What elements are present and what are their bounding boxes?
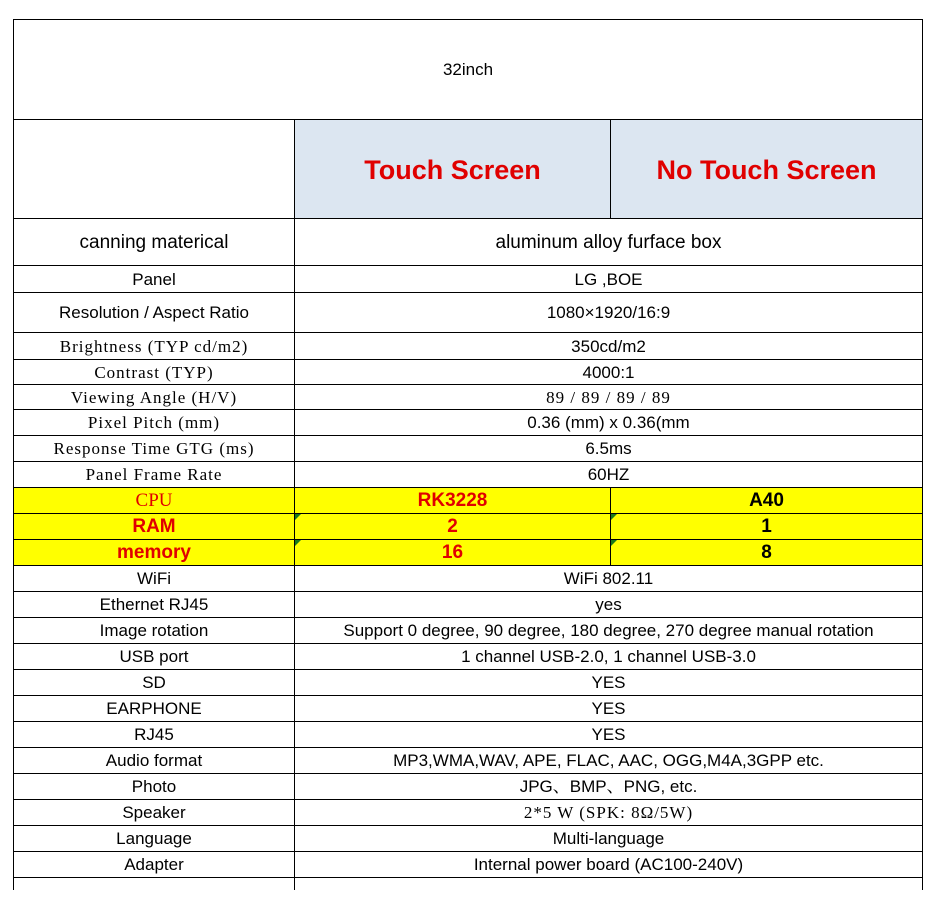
header-empty-cell <box>14 120 295 219</box>
table-row <box>14 852 923 878</box>
table-row <box>14 800 923 826</box>
row-label: Panel Frame Rate <box>14 462 295 488</box>
row-label: Adapter <box>14 852 295 878</box>
row-label: SD <box>14 670 295 696</box>
row-value: 1 channel USB-2.0, 1 channel USB-3.0 <box>295 644 923 670</box>
table-row <box>14 644 923 670</box>
table-row <box>14 385 923 410</box>
row-label: Viewing Angle (H/V) <box>14 385 295 410</box>
row-label: Audio format <box>14 748 295 774</box>
header-touch-screen: Touch Screen <box>295 120 611 219</box>
row-label: Photo <box>14 774 295 800</box>
title-row <box>14 20 923 120</box>
row-label: USB port <box>14 644 295 670</box>
table-row <box>14 266 923 293</box>
row-value: WiFi 802.11 <box>295 566 923 592</box>
touch-value: RK3228 <box>295 488 611 514</box>
table-title: 32inch <box>14 20 923 120</box>
table-row <box>14 462 923 488</box>
table-row <box>14 360 923 385</box>
row-value: yes <box>295 592 923 618</box>
row-label: CPU <box>14 488 295 514</box>
row-value: Internal power board (AC100-240V) <box>295 852 923 878</box>
row-label: Resolution / Aspect Ratio <box>14 293 295 333</box>
table-row <box>14 748 923 774</box>
row-value: 4000:1 <box>295 360 923 385</box>
table-bottom-edge <box>14 878 923 890</box>
table-row <box>14 410 923 436</box>
row-value: Support 0 degree, 90 degree, 180 degree, 270 degree manual rotation <box>295 618 923 644</box>
table-row <box>14 774 923 800</box>
row-value: 0.36 (mm) x 0.36(mm <box>295 410 923 436</box>
table-row <box>14 696 923 722</box>
row-value: 2*5 W (SPK: 8Ω/5W) <box>295 800 923 826</box>
touch-value: 16 <box>295 540 611 566</box>
row-label: Panel <box>14 266 295 293</box>
touch-value: 2 <box>295 514 611 540</box>
row-label: Response Time GTG (ms) <box>14 436 295 462</box>
highlight-row-memory <box>14 540 923 566</box>
row-label: EARPHONE <box>14 696 295 722</box>
header-row <box>14 120 923 219</box>
table-row <box>14 592 923 618</box>
row-label: Ethernet RJ45 <box>14 592 295 618</box>
row-value: Multi-language <box>295 826 923 852</box>
row-label: canning materical <box>14 219 295 266</box>
row-label: Language <box>14 826 295 852</box>
row-value: 60HZ <box>295 462 923 488</box>
row-label: Brightness (TYP cd/m2) <box>14 333 295 360</box>
row-value: 350cd/m2 <box>295 333 923 360</box>
row-value: YES <box>295 670 923 696</box>
table-row <box>14 219 923 266</box>
table-row <box>14 618 923 644</box>
row-value: LG ,BOE <box>295 266 923 293</box>
row-value: MP3,WMA,WAV, APE, FLAC, AAC, OGG,M4A,3GPP etc. <box>295 748 923 774</box>
no-touch-value: A40 <box>611 488 923 514</box>
table-row <box>14 436 923 462</box>
highlight-row-cpu <box>14 488 923 514</box>
table-row <box>14 293 923 333</box>
trailing-cell <box>14 878 295 890</box>
table-row <box>14 722 923 748</box>
row-value: 6.5ms <box>295 436 923 462</box>
table-row <box>14 826 923 852</box>
row-value: aluminum alloy furface box <box>295 219 923 266</box>
highlight-row-ram <box>14 514 923 540</box>
row-label: Image rotation <box>14 618 295 644</box>
row-label: memory <box>14 540 295 566</box>
no-touch-value: 8 <box>611 540 923 566</box>
row-label: WiFi <box>14 566 295 592</box>
no-touch-value: 1 <box>611 514 923 540</box>
table-row <box>14 566 923 592</box>
row-value: 89 / 89 / 89 / 89 <box>295 385 923 410</box>
row-label: Contrast (TYP) <box>14 360 295 385</box>
table-row <box>14 333 923 360</box>
row-value: YES <box>295 696 923 722</box>
header-no-touch-screen: No Touch Screen <box>611 120 923 219</box>
row-value: YES <box>295 722 923 748</box>
spec-table <box>13 19 923 890</box>
row-value: 1080×1920/16:9 <box>295 293 923 333</box>
table-row <box>14 670 923 696</box>
trailing-cell <box>295 878 923 890</box>
row-value: JPG、BMP、PNG, etc. <box>295 774 923 800</box>
row-label: RAM <box>14 514 295 540</box>
row-label: Pixel Pitch (mm) <box>14 410 295 436</box>
row-label: Speaker <box>14 800 295 826</box>
row-label: RJ45 <box>14 722 295 748</box>
